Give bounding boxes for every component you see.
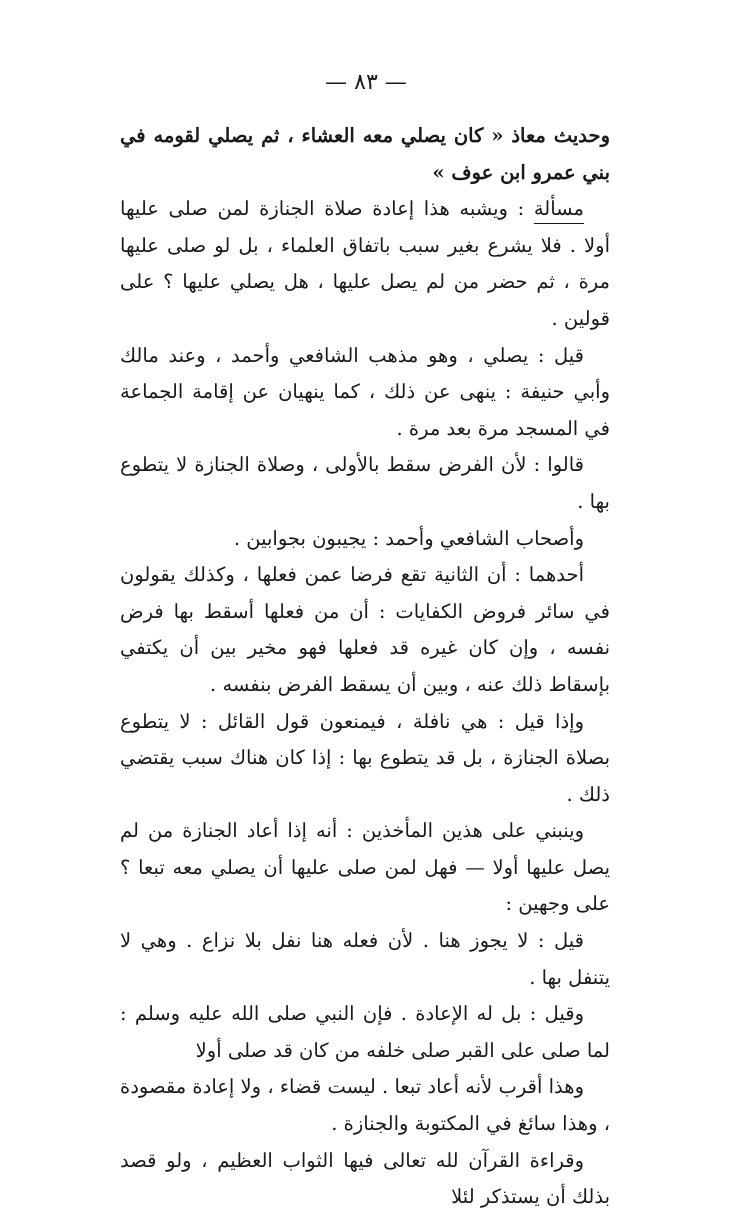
paragraph-quran-recitation: وقراءة القرآن لله تعالى فيها الثواب العظيم ، ولو قصد بذلك أن يستذكر لئلا (120, 1148, 610, 1209)
paragraph-two-answers: وأصحاب الشافعي وأحمد : يجيبون بجوابين . (233, 526, 584, 550)
masala-text: : ويشبه هذا إعادة صلاة الجنازة لمن صلى عليها أولا . فلا يشرع بغير سبب باتفاق العلماء ، بل لو صلى عليها مرة ، ثم حضر من لم يصل عليها ، هل يصلي عليها ؟ على قولين . (120, 197, 610, 330)
paragraph-not-allowed: قيل : لا يجوز هنا . لأن فعله هنا نفل بلا نزاع . وهي لا يتنفل بها . (120, 929, 610, 989)
paragraph-nafila: وإذا قيل : هي نافلة ، فيمنعون قول القائل : لا يتطوع بصلاة الجنازة ، بل قد يتطوع بها : إذا كان هناك سبب يقتضي ذلك . (120, 709, 610, 806)
paragraph-first-answer: أحدهما : أن الثانية تقع فرضا عمن فعلها ، وكذلك يقولون في سائر فروض الكفايات : أن من فعلها أسقط بها فرض نفسه ، وإن كان غيره قد فعلها فهو مخير بين أن يكتفي بإسقاط ذلك عنه ، وبين أن يسقط الفرض بنفسه . (120, 563, 610, 696)
page-number: — ٨٣ — (325, 70, 407, 95)
paragraph-two-sources: وينبني على هذين المأخذين : أنه إذا أعاد الجنازة من لم يصل عليها أولا — فهل لمن صلى عليها أن يصلي معه تبعا ؟ على وجهين : (120, 819, 610, 916)
paragraph-they-said: قالوا : لأن الفرض سقط بالأولى ، وصلاة الجنازة لا يتطوع بها . (120, 453, 610, 513)
paragraph-first-opinion: قيل : يصلي ، وهو مذهب الشافعي وأحمد ، وعند مالك وأبي حنيفة : ينهى عن ذلك ، كما ينهيان عن إقامة الجماعة في المسجد مرة بعد مرة . (120, 343, 610, 440)
paragraph-repeat-allowed: وقيل : بل له الإعادة . فإن النبي صلى الله عليه وسلم : لما صلى على القبر صلى خلفه من كان قد صلى أولا (120, 1002, 610, 1062)
paragraph-closer-view: وهذا أقرب لأنه أعاد تبعا . ليست قضاء ، ولا إعادة مقصودة ، وهذا سائغ في المكتوبة والجنازة . (120, 1075, 610, 1136)
paragraph-hadith-muadh: وحديث معاذ « كان يصلي معه العشاء ، ثم يصلي لقومه في بني عمرو ابن عوف » (120, 124, 610, 184)
body-text (120, 118, 610, 1216)
masala-heading: مسألة (533, 197, 584, 221)
paragraph-masala (120, 191, 610, 337)
